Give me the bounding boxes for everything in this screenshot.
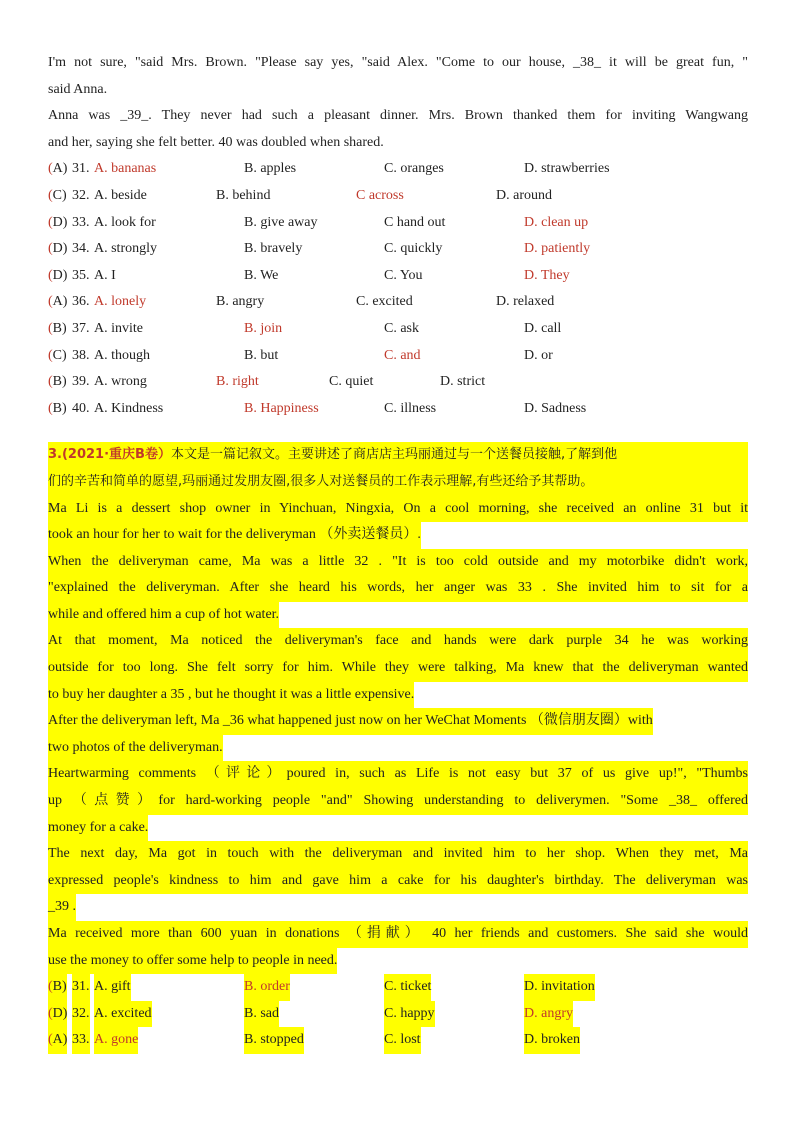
option-b: B. give away — [244, 214, 318, 230]
option-c: C hand out — [384, 214, 446, 230]
option-a: A. bananas — [94, 161, 157, 177]
option-d: D. invitation — [524, 974, 595, 1001]
option-row — [48, 974, 748, 1001]
option-c: C. happy — [384, 1001, 435, 1028]
option-a: A. Kindness — [94, 400, 164, 416]
option-b: B. right — [216, 374, 259, 390]
option-a: A. wrong — [94, 374, 147, 390]
option-b: B. Happiness — [244, 400, 319, 416]
option-a: A. excited — [94, 1001, 152, 1028]
heading-text-2: 们的辛苦和简单的愿望,玛丽通过发朋友圈,很多人对送餐员的工作表示理解,有些还给予其帮助。 — [48, 469, 748, 496]
option-row — [48, 156, 748, 183]
question-number: 31. — [72, 161, 90, 177]
option-b: B. sad — [244, 1001, 279, 1028]
option-row — [48, 396, 748, 423]
options-list-3 — [48, 974, 748, 1054]
option-c: C. and — [384, 347, 421, 363]
question-number: 33. — [72, 214, 90, 230]
question-number: 34. — [72, 241, 90, 257]
section-gap — [48, 422, 748, 442]
option-d: D. or — [524, 347, 553, 363]
option-d: D. angry — [524, 1001, 573, 1028]
question-number: 37. — [72, 320, 90, 336]
option-b: B. We — [244, 267, 279, 283]
option-d: D. Sadness — [524, 400, 587, 416]
option-c: C. quickly — [384, 241, 443, 257]
answer-key: (D) — [48, 267, 68, 283]
option-a: A. lonely — [94, 294, 147, 310]
option-b: B. apples — [244, 161, 297, 177]
answer-key: (C) — [48, 187, 67, 203]
question-number: 39. — [72, 374, 90, 390]
section3 — [48, 442, 748, 1054]
passage-line: said Anna. — [48, 81, 108, 97]
passage-line: up （点赞）for hard-working people "and" Showing understanding to deliverymen. "Some _38_ offered — [48, 788, 748, 815]
option-d: D. strict — [440, 374, 486, 390]
option-d: D. clean up — [524, 214, 589, 230]
option-row — [48, 236, 748, 263]
option-a: A. beside — [94, 187, 147, 203]
option-b: B. bravely — [244, 241, 303, 257]
option-row — [48, 1027, 748, 1054]
options-list-1 — [48, 156, 748, 422]
passage-line: Heartwarming comments （评论）poured in, such as Life is not easy but 37 of us give up!", "Thumbs — [48, 761, 748, 788]
option-b: B. order — [244, 974, 290, 1001]
option-a: A. gift — [94, 974, 131, 1001]
question-number: 32. — [72, 1001, 90, 1028]
option-a: A. invite — [94, 320, 143, 336]
answer-key: (A) — [48, 161, 68, 177]
question-number: 38. — [72, 347, 90, 363]
passage-line: use the money to offer some help to people in need. — [48, 948, 337, 975]
passage-line: Anna was _39_. They never had such a pleasant dinner. Mrs. Brown thanked them for inviting Wangwang — [48, 108, 748, 124]
passage1 — [48, 50, 748, 156]
option-d: D. around — [496, 187, 552, 203]
option-c: C. illness — [384, 400, 437, 416]
answer-key: (D) — [48, 1001, 67, 1028]
passage-line: expressed people's kindness to him and gave him a cake for his daughter's birthday. The deliveryman was — [48, 868, 748, 895]
passage-line: to buy her daughter a 35 , but he thought it was a little expensive. — [48, 682, 414, 709]
option-row — [48, 369, 748, 396]
passage-line: At that moment, Ma noticed the deliveryman's face and hands were dark purple 34 he was working — [48, 628, 748, 655]
option-b: B. behind — [216, 187, 271, 203]
passage-line: I'm not sure, "said Mrs. Brown. "Please say yes, "said Alex. "Come to our house, _38_ it will be great fun, " — [48, 55, 748, 70]
option-c: C. excited — [356, 294, 413, 310]
option-b: B. but — [244, 347, 279, 363]
option-a: A. look for — [94, 214, 156, 230]
passage-line: and her, saying she felt better. 40 was doubled when shared. — [48, 134, 384, 150]
passage-line: Ma Li is a dessert shop owner in Yinchuan, Ningxia, On a cool morning, she received an online 31 but it — [48, 496, 748, 523]
passage-line: outside for too long. She felt sorry for him. While they were talking, Ma knew that the deliveryman wanted — [48, 655, 748, 682]
answer-key: (B) — [48, 974, 67, 1001]
option-a: A. though — [94, 347, 150, 363]
passage-line: two photos of the deliveryman. — [48, 735, 223, 762]
heading-text: 本文是一篇记叙文。主要讲述了商店店主玛丽通过与一个送餐员接触,了解到他 — [170, 447, 618, 463]
heading-number: 3.(2021·重庆B卷） — [48, 447, 171, 463]
option-d: D. relaxed — [496, 294, 555, 310]
option-a: A. gone — [94, 1027, 138, 1054]
passage-line: took an hour for her to wait for the deliveryman （外卖送餐员）. — [48, 522, 421, 549]
answer-key: (A) — [48, 1027, 67, 1054]
passage-line: The next day, Ma got in touch with the deliveryman and invited him to her shop. When they met, Ma — [48, 841, 748, 868]
question-number: 36. — [72, 294, 90, 310]
section-heading — [48, 442, 748, 469]
option-row — [48, 289, 748, 316]
option-row — [48, 183, 748, 210]
answer-key: (B) — [48, 320, 67, 336]
option-row — [48, 1001, 748, 1028]
option-c: C. oranges — [384, 161, 444, 177]
answer-key: (A) — [48, 294, 68, 310]
passage-line: money for a cake. — [48, 815, 148, 842]
option-c: C across — [356, 187, 404, 203]
option-row — [48, 316, 748, 343]
option-d: D. patiently — [524, 241, 591, 257]
answer-key: (B) — [48, 400, 67, 416]
question-number: 35. — [72, 267, 90, 283]
answer-key: (D) — [48, 241, 68, 257]
question-number: 32. — [72, 187, 90, 203]
option-b: B. join — [244, 320, 283, 336]
passage-line: Ma received more than 600 yuan in donations （捐献） 40 her friends and customers. She said she would — [48, 921, 748, 948]
option-c: C. You — [384, 267, 423, 283]
document-page — [48, 50, 748, 1054]
option-c: C. ask — [384, 320, 419, 336]
option-row — [48, 210, 748, 237]
question-number: 33. — [72, 1027, 90, 1054]
option-row — [48, 343, 748, 370]
option-c: C. ticket — [384, 974, 431, 1001]
option-row — [48, 263, 748, 290]
option-b: B. angry — [216, 294, 265, 310]
passage-line: _39 . — [48, 894, 76, 921]
option-a: A. I — [94, 267, 116, 283]
passage-line: When the deliveryman came, Ma was a little 32 . "It is too cold outside and my motorbike didn't work, — [48, 549, 748, 576]
option-d: D. They — [524, 267, 570, 283]
passage-line: "explained the deliveryman. After she heard his words, her anger was 33 . She invited him to sit for a — [48, 575, 748, 602]
option-d: D. strawberries — [524, 161, 610, 177]
option-a: A. strongly — [94, 241, 157, 257]
question-number: 31. — [72, 974, 90, 1001]
passage-line: After the deliveryman left, Ma _36 what happened just now on her WeChat Moments （微信朋友圈）with — [48, 708, 653, 735]
answer-key: (C) — [48, 347, 67, 363]
passage-line: while and offered him a cup of hot water. — [48, 602, 279, 629]
answer-key: (B) — [48, 374, 67, 390]
option-b: B. stopped — [244, 1027, 304, 1054]
section3-passage — [48, 496, 748, 975]
option-c: C. quiet — [329, 374, 374, 390]
option-c: C. lost — [384, 1027, 421, 1054]
option-d: D. call — [524, 320, 562, 336]
option-d: D. broken — [524, 1027, 580, 1054]
question-number: 40. — [72, 400, 90, 416]
answer-key: (D) — [48, 214, 68, 230]
